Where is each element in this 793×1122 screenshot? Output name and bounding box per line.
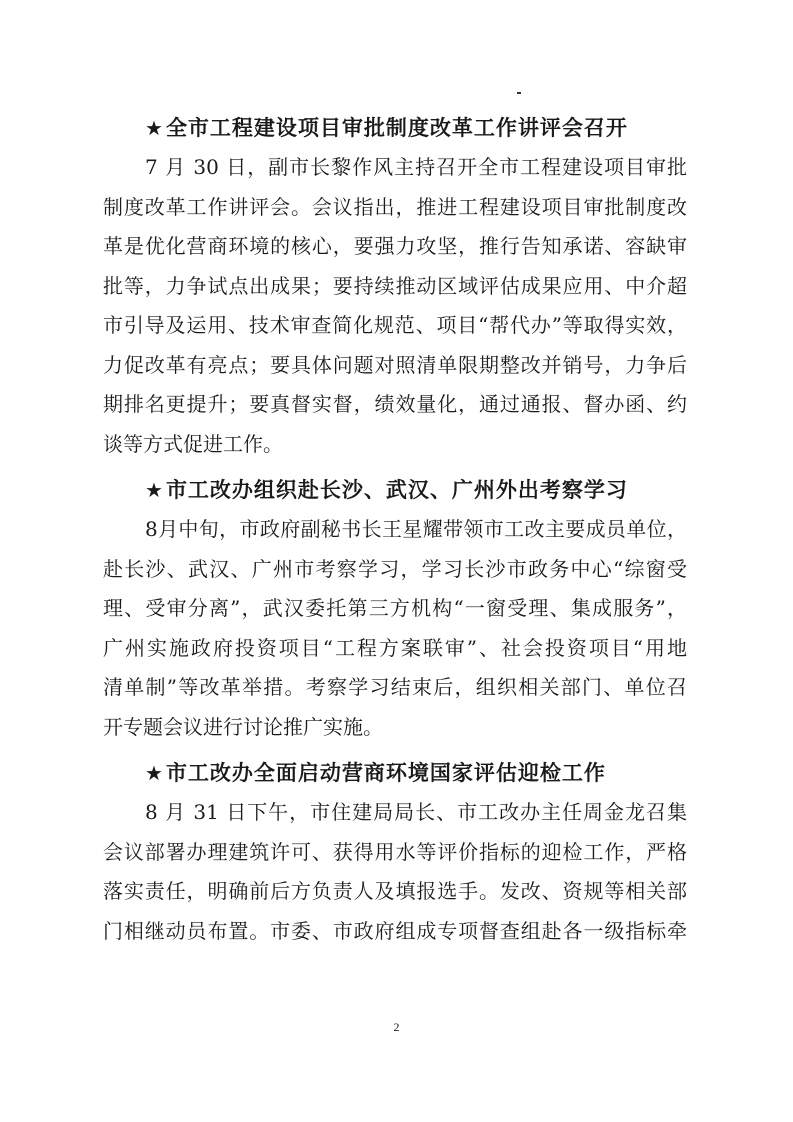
page-number: 2 <box>393 1020 400 1034</box>
section-heading <box>145 470 705 510</box>
news-item-3 <box>0 753 793 951</box>
paragraph-line: 力促改革有亮点；要具体问题对照清单限期整改并销号，力争后 <box>103 352 687 377</box>
paragraph-line: 制度改革工作讲评会。会议指出，推进工程建设项目审批制度改 <box>103 194 687 219</box>
paragraph-line: 7 月 30 日，副市长黎作风主持召开全市工程建设项目审批 <box>145 155 687 179</box>
star-icon: ★ <box>145 478 164 502</box>
news-item-1 <box>0 108 793 464</box>
paragraph-line: 市引导及运用、技术审查简化规范、项目“帮代办”等取得实效， <box>103 313 687 337</box>
section-heading <box>145 753 705 793</box>
paragraph-line: 落实责任，明确前后方负责人及填报选手。发改、资规等相关部 <box>103 879 687 903</box>
section-paragraph <box>0 793 793 951</box>
star-icon: ★ <box>145 116 164 140</box>
paragraph-line: 8月中旬，市政府副秘书长王星耀带领市工改主要成员单位， <box>145 517 687 541</box>
section-paragraph <box>0 148 793 464</box>
paragraph-line: 8 月 31 日下午，市住建局局长、市工改办主任周金龙召集 <box>145 800 687 824</box>
paragraph-line: 谈等方式促进工作。 <box>103 431 283 456</box>
paragraph-line: 批等，力争试点出成果；要持续推动区域评估成果应用、中介超 <box>103 273 687 298</box>
paragraph-line: 期排名更提升；要真督实督，绩效量化，通过通报、督办函、约 <box>103 392 687 416</box>
paragraph-line: 广州实施政府投资项目“工程方案联审”、社会投资项目“用地 <box>103 635 687 660</box>
paragraph-line: 会议部署办理建筑许可、获得用水等评价指标的迎检工作，严格 <box>103 839 687 864</box>
paragraph-line: 革是优化营商环境的核心，要强力攻坚，推行告知承诺、容缺审 <box>103 234 687 258</box>
paragraph-line: 清单制”等改革举措。考察学习结束后，组织相关部门、单位召 <box>103 675 687 699</box>
section-paragraph <box>0 510 793 747</box>
paragraph-line: 门相继动员布置。市委、市政府组成专项督查组赴各一级指标牵 <box>103 918 687 943</box>
paragraph-line: 赴长沙、武汉、广州市考察学习，学习长沙市政务中心“综窗受 <box>103 556 687 581</box>
star-icon: ★ <box>145 761 164 785</box>
document-body <box>0 108 793 951</box>
scan-speck <box>517 92 521 94</box>
paragraph-line: 理、受审分离”，武汉委托第三方机构“一窗受理、集成服务”， <box>103 596 687 620</box>
paragraph-line: 开专题会议进行讨论推广实施。 <box>103 714 383 739</box>
section-heading-text: 全市工程建设项目审批制度改革工作讲评会召开 <box>165 116 628 140</box>
section-heading <box>145 108 705 148</box>
section-heading-text: 市工改办组织赴长沙、武汉、广州外出考察学习 <box>165 478 628 502</box>
news-item-2 <box>0 470 793 747</box>
section-heading-text: 市工改办全面启动营商环境国家评估迎检工作 <box>165 761 606 785</box>
